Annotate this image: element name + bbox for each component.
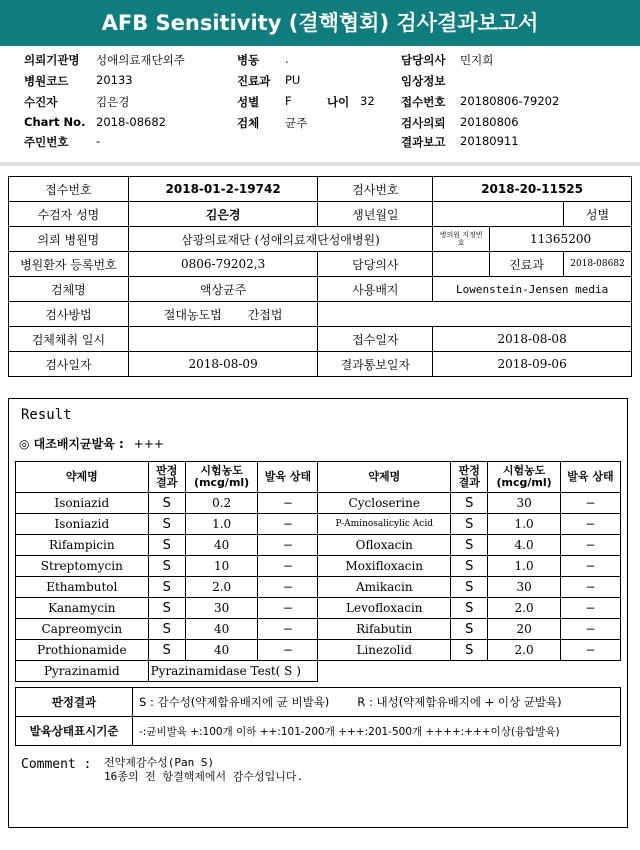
judge-result: S: [148, 640, 185, 661]
growth-state: −: [560, 556, 620, 577]
test-conc: 4.0: [488, 535, 561, 556]
growth-state: −: [560, 535, 620, 556]
table-row: [16, 577, 621, 598]
header-label: Chart No.: [24, 115, 86, 129]
header-value: 균주: [285, 116, 308, 130]
report-title: AFB Sensitivity (결핵협회) 검사결과보고서: [0, 0, 640, 46]
growth-state: −: [258, 640, 318, 661]
test-conc: 30: [488, 493, 561, 514]
judge-legend-r: R : 내성(약제함유배지에 + 이상 균발육): [357, 695, 562, 709]
header-label: 검사의뢰: [401, 116, 446, 130]
header-label: 병원코드: [24, 74, 69, 88]
col-drug: 약제명: [318, 462, 451, 493]
header-label: 임상정보: [401, 74, 446, 88]
judge-legend-s: S : 감수성(약제함유배지에 균 비발육): [139, 695, 330, 709]
judge-result: S: [148, 577, 185, 598]
report-date-label: 결과통보일자: [318, 352, 433, 377]
judge-result: S: [148, 514, 185, 535]
drug-name: Prothionamide: [16, 640, 149, 661]
test-no-value: 2018-20-11525: [433, 177, 632, 202]
judge-result: S: [451, 535, 488, 556]
growth-state: −: [560, 619, 620, 640]
header-label: 결과보고: [401, 135, 446, 149]
collect-value: [128, 327, 318, 352]
method-value: [128, 302, 318, 327]
growth-state: −: [258, 535, 318, 556]
pza-blank: [318, 661, 621, 682]
judge-result: S: [148, 619, 185, 640]
test-conc: 1.0: [488, 556, 561, 577]
header-label: 진료과: [237, 74, 271, 88]
test-conc: 40: [185, 640, 258, 661]
drug-name: Ethambutol: [16, 577, 149, 598]
receive-value: 2018-08-08: [433, 327, 632, 352]
medium-label: 사용배지: [318, 277, 433, 302]
reg-id-value: 0806-79202,3: [128, 252, 318, 277]
header-value: -: [96, 134, 101, 148]
header-label: 담당의사: [401, 53, 446, 67]
drug-name: Isoniazid: [16, 514, 149, 535]
judge-result: S: [451, 640, 488, 661]
judge-result: S: [451, 598, 488, 619]
reg-no-value: 2018-01-2-19742: [128, 177, 318, 202]
col-drug: 약제명: [16, 462, 149, 493]
table-row: [16, 619, 621, 640]
susceptibility-table: [15, 461, 621, 682]
test-conc: 1.0: [185, 514, 258, 535]
test-conc: 20: [488, 619, 561, 640]
age-value: 32: [360, 94, 375, 108]
growth-state: −: [560, 598, 620, 619]
doctor-value: [433, 252, 490, 277]
comment-line-2: 16종의 전 항결핵제에서 감수성입니다.: [104, 770, 304, 783]
table-row: [16, 640, 621, 661]
header-value: 20180806-79202: [460, 94, 560, 108]
method-2: 간접법: [247, 307, 283, 322]
judge-result: S: [148, 493, 185, 514]
collect-label: 검체채취 일시: [9, 327, 129, 352]
test-conc: 10: [185, 556, 258, 577]
control-growth: [19, 435, 164, 452]
test-conc: 2.0: [488, 640, 561, 661]
drug-name: Ofloxacin: [318, 535, 451, 556]
method-1: 절대농도법: [163, 307, 222, 322]
col-conc: 시험농도 (mcg/ml): [185, 462, 258, 493]
dept-label: 진료과: [490, 252, 564, 277]
judge-result: S: [148, 598, 185, 619]
test-no-label: 검사번호: [318, 177, 433, 202]
control-value: +++: [133, 437, 164, 451]
header-label: 수진자: [24, 95, 58, 109]
patient-value: 김은경: [128, 202, 318, 227]
table-row: [16, 598, 621, 619]
test-date-value: 2018-08-09: [128, 352, 318, 377]
drug-name: Levofloxacin: [318, 598, 451, 619]
header-label: 병동: [237, 53, 260, 67]
test-conc: 40: [185, 535, 258, 556]
test-conc: 30: [185, 598, 258, 619]
patient-info-table: [8, 176, 632, 377]
growth-state: −: [560, 577, 620, 598]
drug-name: Isoniazid: [16, 493, 149, 514]
growth-state: −: [560, 640, 620, 661]
judge-result: S: [148, 556, 185, 577]
growth-state: −: [258, 493, 318, 514]
col-judge: 판정 결과: [451, 462, 488, 493]
growth-state: −: [258, 556, 318, 577]
reg-id-label: 병원환자 등록번호: [9, 252, 129, 277]
hospital-value: 삼광의료재단 (성애의료재단성애병원): [128, 227, 432, 252]
result-title: Result: [21, 407, 72, 423]
test-conc: 40: [185, 619, 258, 640]
growth-state: −: [258, 619, 318, 640]
header-label: 주민번호: [24, 135, 69, 149]
header-divider: [0, 162, 640, 166]
header-value: 김은경: [96, 95, 130, 109]
test-conc: 2.0: [185, 577, 258, 598]
header-value: 20180911: [460, 134, 519, 148]
header-label: 의뢰기관명: [24, 53, 80, 67]
header-label: 검체: [237, 116, 260, 130]
table-row: [16, 514, 621, 535]
growth-state: −: [258, 514, 318, 535]
patient-label: 수검자 성명: [9, 202, 129, 227]
comment-text: [104, 756, 303, 784]
drug-name: Moxifloxacin: [318, 556, 451, 577]
table-row: [16, 556, 621, 577]
drug-name: Capreomycin: [16, 619, 149, 640]
header-label: 성별: [237, 95, 260, 109]
drug-name: Rifabutin: [318, 619, 451, 640]
sex-label: 성별: [564, 202, 632, 227]
growth-state: −: [560, 514, 620, 535]
judge-result: S: [451, 619, 488, 640]
judge-legend-label: 판정결과: [16, 688, 133, 717]
comment-label: Comment :: [21, 757, 92, 772]
judge-result: S: [451, 514, 488, 535]
report-date-value: 2018-09-06: [433, 352, 632, 377]
judge-result: S: [451, 577, 488, 598]
report-header: [0, 48, 640, 160]
growth-state: −: [258, 598, 318, 619]
hosp-code-value: 11365200: [490, 227, 632, 252]
result-section: [8, 398, 628, 828]
growth-state: −: [560, 493, 620, 514]
col-conc: 시험농도 (mcg/ml): [488, 462, 561, 493]
receive-label: 접수일자: [318, 327, 433, 352]
table-row: [16, 493, 621, 514]
judge-result: S: [148, 535, 185, 556]
pza-drug: Pyrazinamid: [16, 661, 149, 682]
birth-value: [433, 202, 564, 227]
test-conc: 0.2: [185, 493, 258, 514]
judge-result: S: [451, 556, 488, 577]
comment-line-1: 전약제감수성(Pan S): [104, 756, 215, 769]
col-growth: 발육 상태: [560, 462, 620, 493]
reg-no-label: 접수번호: [9, 177, 129, 202]
hospital-label: 의뢰 병원명: [9, 227, 129, 252]
col-growth: 발육 상태: [258, 462, 318, 493]
birth-label: 생년월일: [318, 202, 433, 227]
judge-legend-text: [133, 688, 621, 717]
header-value: 20133: [96, 73, 133, 87]
age-label: 나이: [327, 95, 350, 109]
header-value: .: [285, 52, 289, 66]
header-value: 성애의료재단외주: [96, 53, 185, 67]
header-label: 접수번호: [401, 95, 446, 109]
specimen-label: 검체명: [9, 277, 129, 302]
growth-state: −: [258, 577, 318, 598]
method-label: 검사방법: [9, 302, 129, 327]
judge-result: S: [451, 493, 488, 514]
header-value: PU: [285, 73, 301, 87]
medium-value: Lowenstein-Jensen media: [433, 277, 632, 302]
test-conc: 30: [488, 577, 561, 598]
test-conc: 1.0: [488, 514, 561, 535]
drug-name: P-Aminosalicylic Acid: [318, 514, 451, 535]
growth-legend-label: 발육상태표시기준: [16, 717, 133, 746]
control-label: ◎ 대조배지균발육 :: [19, 437, 124, 451]
drug-name: Kanamycin: [16, 598, 149, 619]
drug-name: Amikacin: [318, 577, 451, 598]
drug-name: Cycloserine: [318, 493, 451, 514]
drug-name: Linezolid: [318, 640, 451, 661]
test-conc: 2.0: [488, 598, 561, 619]
drug-name: Rifampicin: [16, 535, 149, 556]
hosp-code-label: 병의원 지정번호: [433, 227, 490, 252]
header-value: 민지희: [460, 53, 494, 67]
doctor-label: 담당의사: [318, 252, 433, 277]
header-value: 2018-08682: [96, 115, 166, 129]
drug-name: Streptomycin: [16, 556, 149, 577]
pza-row: [16, 661, 621, 682]
dept-value: 2018-08682: [564, 252, 632, 277]
col-judge: 판정 결과: [148, 462, 185, 493]
method-blank: [318, 302, 632, 327]
growth-legend-text: -:균비발육 +:100개 이하 ++:101-200개 +++:201-500개 ++++:+++이상(융합발육): [133, 717, 621, 746]
pza-test: Pyrazinamidase Test( S ): [148, 661, 318, 682]
header-value: F: [285, 94, 292, 108]
legend-table: [15, 687, 621, 746]
test-date-label: 검사일자: [9, 352, 129, 377]
table-row: [16, 535, 621, 556]
specimen-value: 액상균주: [128, 277, 318, 302]
header-value: 20180806: [460, 115, 519, 129]
